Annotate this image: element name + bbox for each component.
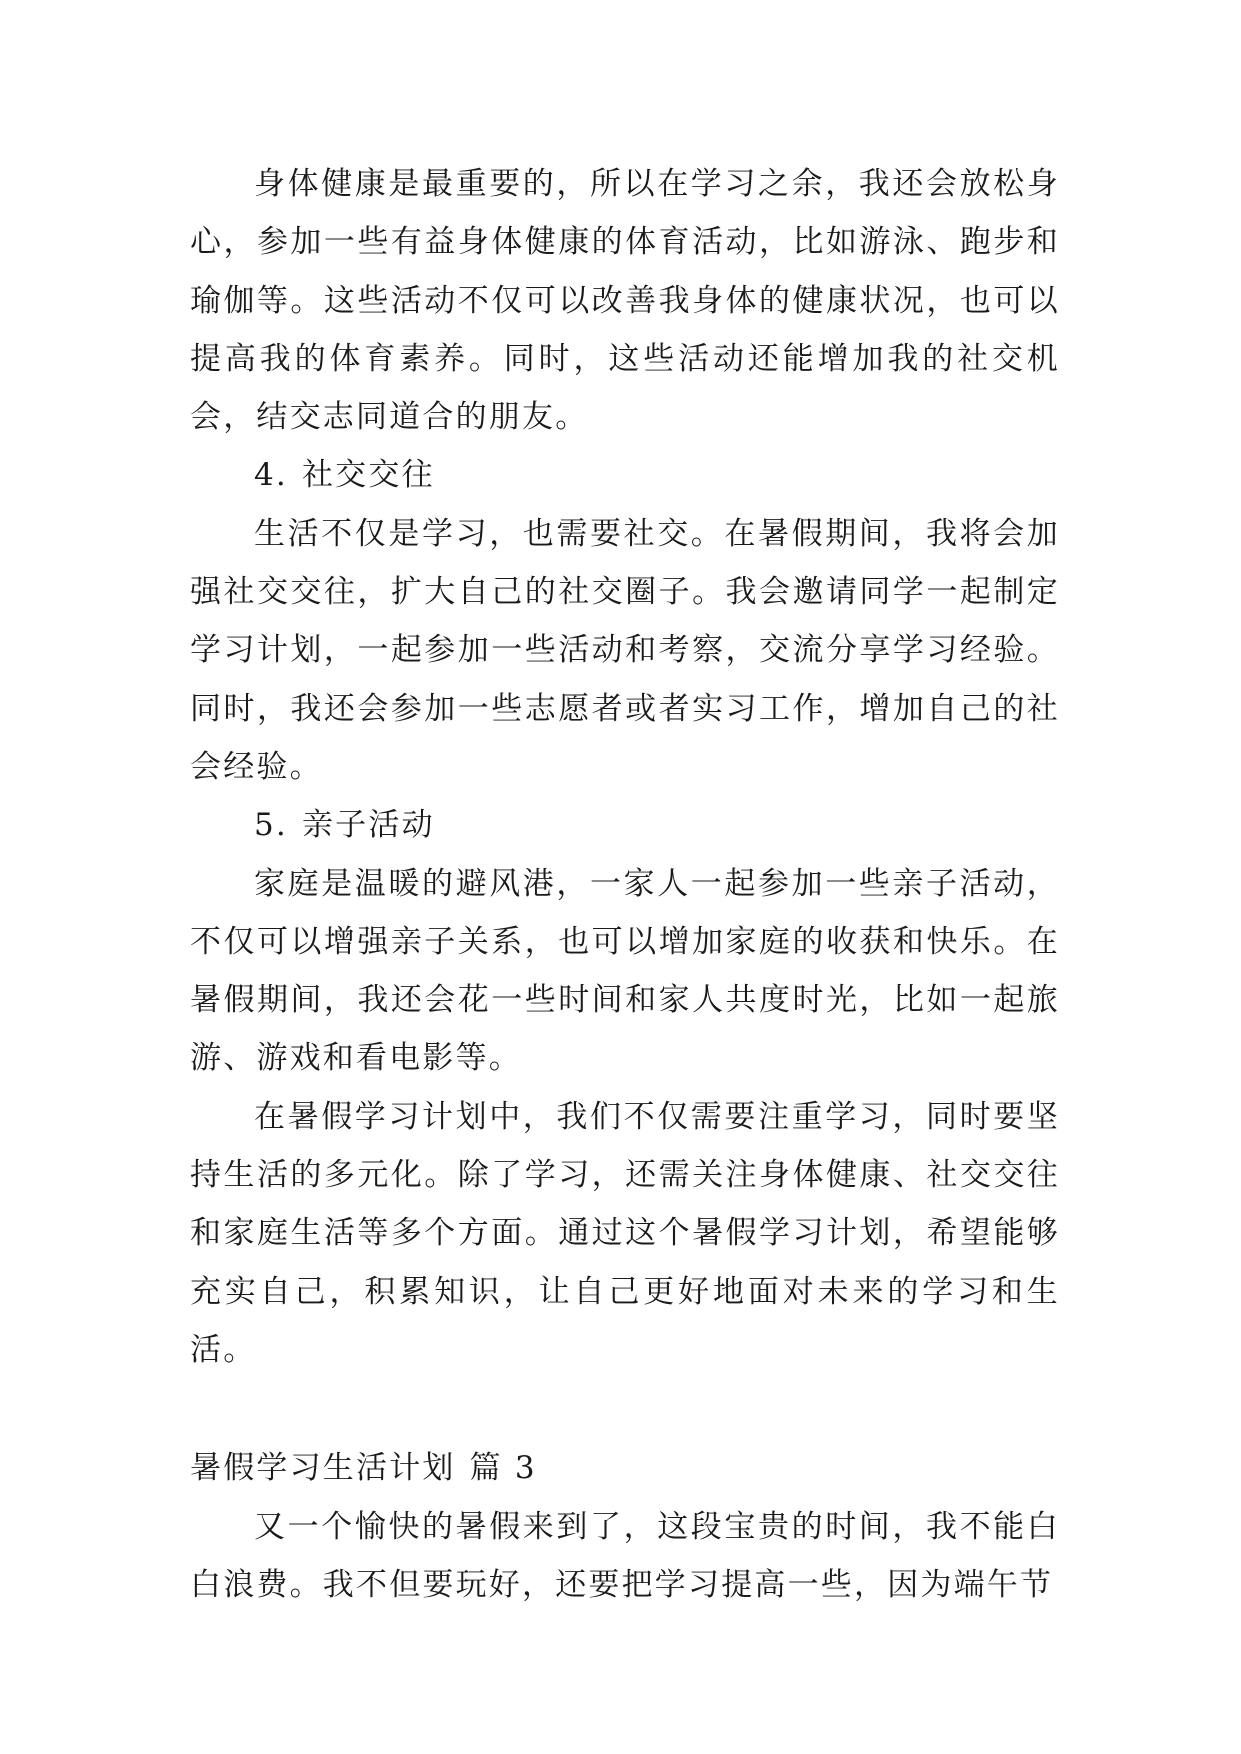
- heading-social-interaction: [190, 446, 1060, 504]
- heading-family-activities: [190, 796, 1060, 854]
- section-title: [190, 1439, 1060, 1497]
- paragraph-physical-health: 身体健康是最重要的，所以在学习之余，我还会放松身心，参加一些有益身体健康的体育活动，比如游泳、跑步和瑜伽等。这些活动不仅可以改善我身体的健康状况，也可以提高我的体育素养。同时，这些活动还能增加我的社交机会，结交志同道合的朋友。: [190, 166, 1060, 436]
- paragraph-summary: 在暑假学习计划中，我们不仅需要注重学习，同时要坚持生活的多元化。除了学习，还需关注身体健康、社交交往和家庭生活等多个方面。通过这个暑假学习计划，希望能够充实自己，积累知识，让自己更好地面对未来的学习和生活。: [190, 1098, 1060, 1368]
- paragraph-section3-intro: 又一个愉快的暑假来到了，这段宝贵的时间，我不能白白浪费。我不但要玩好，还要把学习提高一些，因为端午节: [190, 1508, 1060, 1603]
- heading-text: 亲子活动: [301, 807, 435, 844]
- paragraph-family-activities: 家庭是温暖的避风港，一家人一起参加一些亲子活动，不仅可以增强亲子关系，也可以增加家庭的收获和快乐。在暑假期间，我还会花一些时间和家人共度时光，比如一起旅游、游戏和看电影等。: [190, 865, 1060, 1077]
- section-title-text: 暑假学习生活计划: [190, 1450, 456, 1487]
- paragraph-social-interaction: 生活不仅是学习，也需要社交。在暑假期间，我将会加强社交交往，扩大自己的社交圈子。我会邀请同学一起制定学习计划，一起参加一些活动和考察，交流分享学习经验。同时，我还会参加一些志愿者或者实习工作，增加自己的社会经验。: [190, 515, 1060, 785]
- heading-number: 4.: [254, 457, 288, 494]
- heading-number: 5.: [254, 807, 288, 844]
- document-body: [190, 155, 1060, 1614]
- section-title-suffix: 篇 3: [469, 1450, 537, 1487]
- heading-text: 社交交往: [301, 457, 435, 494]
